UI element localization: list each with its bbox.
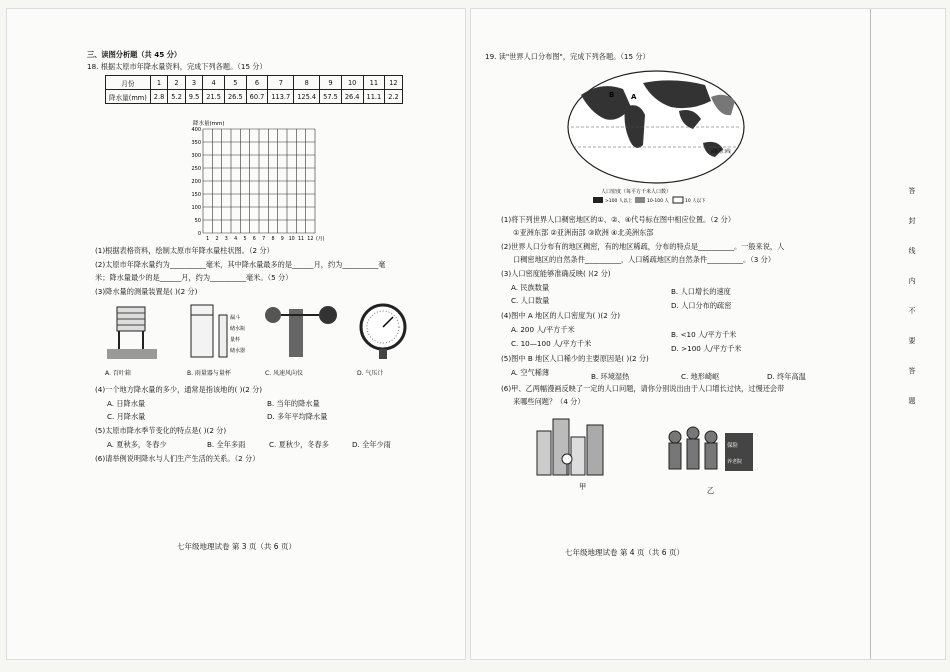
- rail-char: 不: [908, 307, 916, 314]
- anemometer-image: [265, 306, 337, 357]
- gauge-label: 储水器: [230, 348, 246, 354]
- cartoon-label-yi: 乙: [707, 486, 715, 495]
- q19-3: (3)人口密度能够准确反映( )(2 分): [501, 269, 611, 278]
- table-cell: 9.5: [185, 90, 203, 104]
- table-cell: 21.5: [203, 90, 225, 104]
- q18-4-opt-d: D. 多年平均降水量: [267, 412, 328, 421]
- tropic-label: 南回归线: [711, 149, 732, 155]
- table-cell: 8: [294, 76, 320, 90]
- q19-3-opt-d: D. 人口分布的疏密: [671, 301, 732, 310]
- rail-char: 要: [908, 337, 916, 344]
- rainfall-table: [105, 75, 403, 104]
- table-cell: 2.8: [150, 90, 168, 104]
- x-tick-label: 11: [297, 237, 305, 242]
- map-letter-a: A: [631, 93, 637, 101]
- table-cell: 4: [203, 76, 225, 90]
- q19-1a: (1)将下列世界人口稠密地区的①、②、④代号标在图中相应位置。（2 分）: [501, 215, 736, 224]
- table-cell: 113.7: [268, 90, 294, 104]
- x-tick-label: 8: [271, 237, 275, 242]
- page-footer: 七年级地理试卷 第 4 页（共 6 页）: [565, 548, 684, 557]
- table-cell: 3: [185, 76, 203, 90]
- legend-dense-swatch: [593, 197, 603, 203]
- rail-char: 线: [908, 247, 916, 254]
- q18-4-opt-a: A. 日降水量: [107, 399, 146, 408]
- x-tick-label: 7: [262, 237, 266, 242]
- y-tick-label: 50: [194, 218, 201, 224]
- q19-3-opt-b: B. 人口增长的速度: [671, 287, 731, 296]
- q19-6b: 来哪些问题？（4 分）: [513, 397, 585, 406]
- q18-intro: 18. 根据太原市年降水量资料，完成下列各题。（15 分）: [87, 62, 267, 71]
- x-axis-label: (月): [316, 237, 325, 242]
- q19-6a: (6)甲、乙两幅漫画反映了一定的人口问题，请你分别说出由于人口增长过快，过慢还会带: [501, 384, 785, 393]
- rail-char: 封: [908, 217, 916, 224]
- table-header: 降水量(mm): [106, 90, 151, 104]
- q18-3: (3)降水量的测量装置是( )(2 分): [95, 287, 198, 296]
- map-letter-b: B: [609, 91, 615, 99]
- q18-1: (1)根据表格资料，绘制太原市年降水量柱状图。（2 分）: [95, 246, 274, 255]
- louvre-box-image: [107, 307, 157, 359]
- legend-sparse: 10 人以下: [685, 199, 706, 204]
- cartoon-jia: [527, 409, 627, 479]
- table-cell: 12: [385, 76, 403, 90]
- q19-4-opt-d: D. >100 人/平方千米: [671, 344, 742, 353]
- y-tick-label: 250: [191, 166, 201, 172]
- option-a-louvre: A. 百叶箱: [105, 370, 131, 377]
- q19-5-opt-a: A. 空气稀薄: [511, 368, 550, 377]
- y-tick-label: 350: [191, 140, 201, 146]
- table-cell: 10: [341, 76, 363, 90]
- q18-5-opt-b: B. 全年多雨: [207, 440, 246, 449]
- q18-5-opt-c: C. 夏秋少，冬春多: [269, 440, 329, 449]
- q18-2a: (2)太原市年降水量约为__________毫米，其中降水量最多的是______月，约为__________毫: [95, 260, 386, 269]
- table-cell: 11.1: [363, 90, 385, 104]
- q19-4: (4)图中 A 地区的人口密度为( )(2 分): [501, 311, 621, 320]
- q19-4-opt-b: B. <10 人/平方千米: [671, 330, 737, 339]
- table-cell: 60.7: [246, 90, 268, 104]
- table-cell: 5: [224, 76, 246, 90]
- x-tick-label: 1: [206, 237, 210, 242]
- sign-nursing-home: 养老院: [727, 459, 743, 465]
- instrument-images: [103, 301, 423, 367]
- q19-5-opt-d: D. 终年高温: [767, 372, 806, 381]
- cartoon-yi: [661, 409, 771, 479]
- y-tick-label: 400: [191, 127, 201, 133]
- legend-medium-swatch: [635, 197, 645, 203]
- q18-4-opt-c: C. 月降水量: [107, 412, 146, 421]
- q18-4-opt-b: B. 当年的降水量: [267, 399, 320, 408]
- exam-page-3: [6, 8, 466, 660]
- gauge-label: 漏斗: [230, 315, 241, 321]
- x-tick-label: 12: [307, 237, 314, 242]
- y-tick-label: 200: [191, 179, 201, 185]
- q19-4-opt-c: C. 10—100 人/平方千米: [511, 339, 592, 348]
- y-tick-label: 300: [191, 153, 201, 159]
- y-tick-label: 0: [197, 231, 201, 237]
- gauge-label: 量杯: [230, 337, 241, 343]
- barometer-image: [361, 305, 405, 359]
- q18-2b: 米；降水量最少的是______月，约为__________毫米。（5 分）: [95, 273, 293, 282]
- page-footer: 七年级地理试卷 第 3 页（共 6 页）: [177, 542, 296, 551]
- table-cell: 9: [320, 76, 342, 90]
- q19-1b: ①亚洲东部 ②亚洲南部 ③欧洲 ④北美洲东部: [513, 228, 654, 237]
- q19-3-opt-c: C. 人口数量: [511, 296, 550, 305]
- table-cell: 7: [268, 76, 294, 90]
- q19-2a: (2)世界人口分布有的地区稠密，有的地区稀疏，分布的特点是__________。一般来说，人: [501, 242, 785, 251]
- q19-intro: 19. 读"世界人口分布图"，完成下列各题。（15 分）: [485, 52, 650, 61]
- table-cell: 1: [150, 76, 168, 90]
- option-d-barometer: D. 气压计: [357, 370, 384, 377]
- legend-title: 人口密度（每平方千米人口数）: [601, 189, 672, 195]
- table-cell: 26.5: [224, 90, 246, 104]
- q18-4: (4)一个地方降水量的多少，通常是指该地的( )(2 分): [95, 385, 263, 394]
- table-cell: 57.5: [320, 90, 342, 104]
- table-row: [106, 90, 403, 104]
- q19-5: (5)图中 B 地区人口稀少的主要原因是( )(2 分): [501, 354, 649, 363]
- q18-5: (5)太原市降水季节变化的特点是( )(2 分): [95, 426, 227, 435]
- x-tick-label: 9: [280, 237, 284, 242]
- option-c-anemometer: C. 风速风向仪: [265, 370, 304, 377]
- legend-dense: >100 人以上: [605, 199, 633, 204]
- rail-char: 答: [908, 367, 916, 374]
- q18-6: (6)请举例说明降水与人们生产生活的关系。（2 分）: [95, 454, 260, 463]
- rail-char: 答: [908, 187, 916, 194]
- rain-gauge-image: [191, 305, 227, 357]
- x-tick-label: 6: [252, 237, 256, 242]
- table-cell: 125.4: [294, 90, 320, 104]
- exam-page-4: [470, 8, 946, 660]
- y-tick-label: 100: [191, 205, 201, 211]
- option-b-gauge: B. 雨量器与量杯: [187, 370, 231, 377]
- x-tick-label: 5: [243, 237, 247, 242]
- q19-4-opt-a: A. 200 人/平方千米: [511, 325, 575, 334]
- y-axis-label: 降水量(mm): [193, 121, 225, 127]
- q19-5-opt-c: C. 地形崎岖: [681, 372, 720, 381]
- rail-char: 题: [908, 397, 916, 404]
- q19-3-opt-a: A. 民族数量: [511, 283, 550, 292]
- table-cell: 2: [168, 76, 186, 90]
- x-tick-label: 10: [288, 237, 295, 242]
- table-row: [106, 76, 403, 90]
- table-cell: 6: [246, 76, 268, 90]
- y-tick-label: 150: [191, 192, 201, 198]
- table-cell: 5.2: [168, 90, 186, 104]
- q19-5-opt-b: B. 环境湿热: [591, 372, 630, 381]
- rail-char: 内: [908, 277, 916, 284]
- q19-2b: 口稠密地区的自然条件__________，人口稀疏地区的自然条件__________。（3 分）: [513, 255, 776, 264]
- x-tick-label: 4: [234, 237, 238, 242]
- q18-5-opt-a: A. 夏秋多，冬春少: [107, 440, 167, 449]
- table-cell: 2.2: [385, 90, 403, 104]
- cartoon-label-jia: 甲: [579, 482, 587, 491]
- x-tick-label: 3: [224, 237, 228, 242]
- section-title: 三、读图分析题（共 45 分）: [87, 50, 182, 59]
- table-header: 月份: [106, 76, 151, 90]
- table-cell: 26.4: [341, 90, 363, 104]
- q18-5-opt-d: D. 全年少雨: [352, 440, 391, 449]
- sign-insurance: 保险: [727, 443, 739, 449]
- world-population-map: [561, 67, 751, 209]
- table-cell: 11: [363, 76, 385, 90]
- blank-rainfall-chart: [167, 119, 337, 247]
- legend-medium: 10-100 人: [647, 199, 669, 204]
- gauge-label: 储水瓶: [230, 326, 246, 332]
- x-tick-label: 2: [215, 237, 219, 242]
- legend-sparse-swatch: [673, 197, 683, 203]
- binding-rail: [870, 9, 941, 659]
